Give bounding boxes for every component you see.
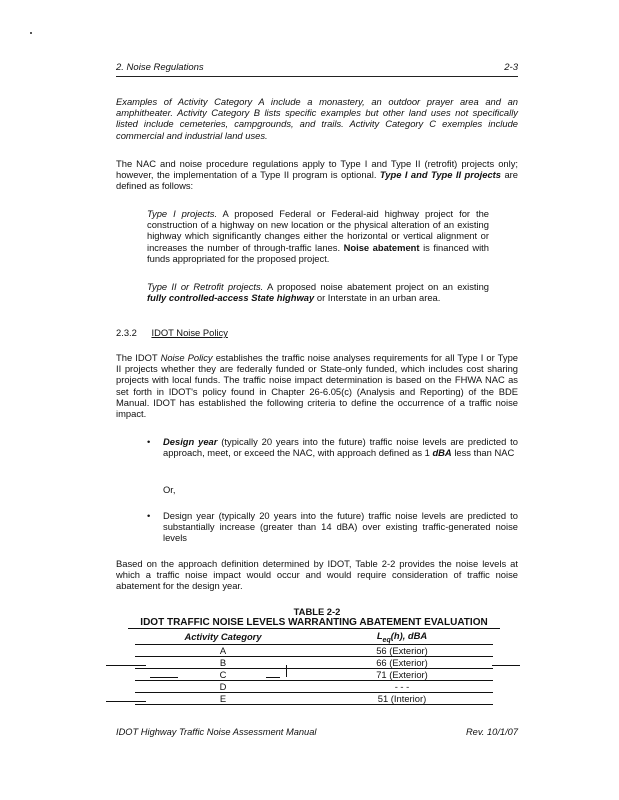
level-header-main: L: [376, 630, 383, 641]
table-title: IDOT TRAFFIC NOISE LEVELS WARRANTING ABATEMENT EVALUATION: [128, 617, 500, 629]
type1-text: A proposed Federal or Federal-aid highway project for the construction of a highway on new location or the physical alteration of an existing highway which significantly changes either the horizontal or vertical alignment or increases the number of through-traffic lanes.: [147, 208, 490, 253]
paragraph-activity-examples-text: Examples of Activity Category A include a monastery, an outdoor prayer area and an amphitheater. Activity Category B lists specific examples but other land uses not specifically listed include cemeteries, campgrounds, and trails. Activity Category C exemples include commercial and industrial land uses.: [116, 96, 518, 141]
cell-category: E: [135, 692, 311, 704]
cell-level: 51 (Interior): [311, 692, 493, 704]
table-row: [135, 644, 493, 656]
table-line-stub: [492, 665, 520, 666]
paragraph-activity-examples: [116, 96, 518, 141]
section-title: IDOT Noise Policy: [151, 327, 228, 338]
type2-term: Type II or Retrofit projects.: [147, 281, 264, 292]
cell-level: - - -: [311, 680, 493, 692]
type1-end: is financed with funds appropriated for the proposed project.: [147, 241, 490, 264]
nac-text-start: The NAC and noise procedure regulations apply to Type I and Type II (retrofit) projects only; however, the implementation of a Type II program is optional.: [116, 158, 518, 181]
table-line-stub: [150, 677, 178, 678]
level-header-sub: eq: [382, 636, 391, 644]
paragraph-type1-definition: [147, 208, 489, 264]
type2-bold: fully controlled-access State highway: [147, 292, 315, 304]
or-connector: Or,: [163, 484, 176, 495]
nac-text-end: are defined as follows:: [116, 169, 519, 192]
bullet1-text-a: (typically 20 years into the future) traffic noise levels are predicted to approach, meet, or exceed the NAC, with approach defined as 1: [163, 436, 518, 459]
header-chapter: 2. Noise Regulations: [116, 62, 204, 73]
table-line-stub: [266, 677, 280, 678]
header-page-number: 2-3: [504, 62, 518, 73]
cell-level: 71 (Exterior): [311, 668, 493, 680]
bullet1-bold2: dBA: [432, 447, 452, 459]
cell-category: B: [135, 656, 311, 668]
level-header-rest: (h), dBA: [390, 630, 428, 641]
page-header: [116, 62, 518, 77]
footer-manual-title: IDOT Highway Traffic Noise Assessment Manual: [116, 727, 317, 737]
table-row: [135, 656, 493, 668]
noise-levels-table: [135, 630, 493, 705]
paragraph-idot-policy: [116, 352, 518, 419]
table-line-stub: [106, 665, 146, 666]
policy-text-a: The IDOT: [116, 352, 158, 363]
table-row: [135, 668, 493, 680]
paragraph-approach-definition: Based on the approach definition determined by IDOT, Table 2-2 provides the noise levels at which a traffic noise impact would occur and would require consideration of traffic noise abatement for the design year.: [116, 558, 518, 592]
table-label: TABLE 2-2: [293, 606, 341, 617]
table-row: [135, 680, 493, 692]
type2-text: A proposed noise abatement project on an existing: [267, 281, 489, 292]
paragraph-type2-definition: [147, 281, 489, 303]
table-row: [135, 692, 493, 704]
cell-category: D: [135, 680, 311, 692]
table-line-tick: [286, 665, 287, 677]
cell-category: C: [135, 668, 311, 680]
section-heading: [116, 327, 228, 338]
scan-speck: [30, 32, 32, 34]
paragraph-nac-regulations: [116, 158, 518, 192]
bullet-design-year-approach: [163, 436, 518, 458]
cell-category: A: [135, 644, 311, 656]
bullet-dot-2: •: [147, 510, 151, 521]
bullet-design-year-increase: Design year (typically 20 years into the future) traffic noise levels are predicted to substantially increase (greater than 14 dBA) over existing traffic-generated noise levels: [163, 510, 518, 544]
nac-text-bold: Type I and Type II projects: [379, 169, 502, 181]
bullet1-text-b: less than NAC: [454, 447, 515, 459]
type1-bold: Noise abatement: [343, 241, 420, 253]
section-number: 2.3.2: [116, 327, 137, 338]
table-header-row: [135, 630, 493, 644]
column-header-category: Activity Category: [135, 630, 311, 644]
column-header-level: [311, 630, 493, 644]
table-line-stub: [106, 701, 146, 702]
bullet-dot-1: •: [147, 436, 151, 447]
policy-italic: Noise Policy: [160, 352, 213, 363]
cell-level: 56 (Exterior): [311, 644, 493, 656]
footer-revision: Rev. 10/1/07: [465, 727, 518, 737]
policy-text-b: establishes the traffic noise analyses requirements for all Type I or Type II projects whether they are federally funded or State-only funded, which includes cost sharing projects with local funds. The traffic noise impact determination is based on the FHWA NAC as set forth in IDOT's policy found in Chapter 26-6.05(c) (Analysis and Reporting) of the BDE Manual. IDOT has established the following criteria to define the occurrence of a traffic noise impact.: [116, 352, 519, 420]
cell-level: 66 (Exterior): [311, 656, 493, 668]
bullet1-bold: Design year: [163, 436, 218, 447]
type1-term: Type I projects.: [147, 208, 218, 219]
type2-end: or Interstate in an urban area.: [316, 292, 441, 304]
